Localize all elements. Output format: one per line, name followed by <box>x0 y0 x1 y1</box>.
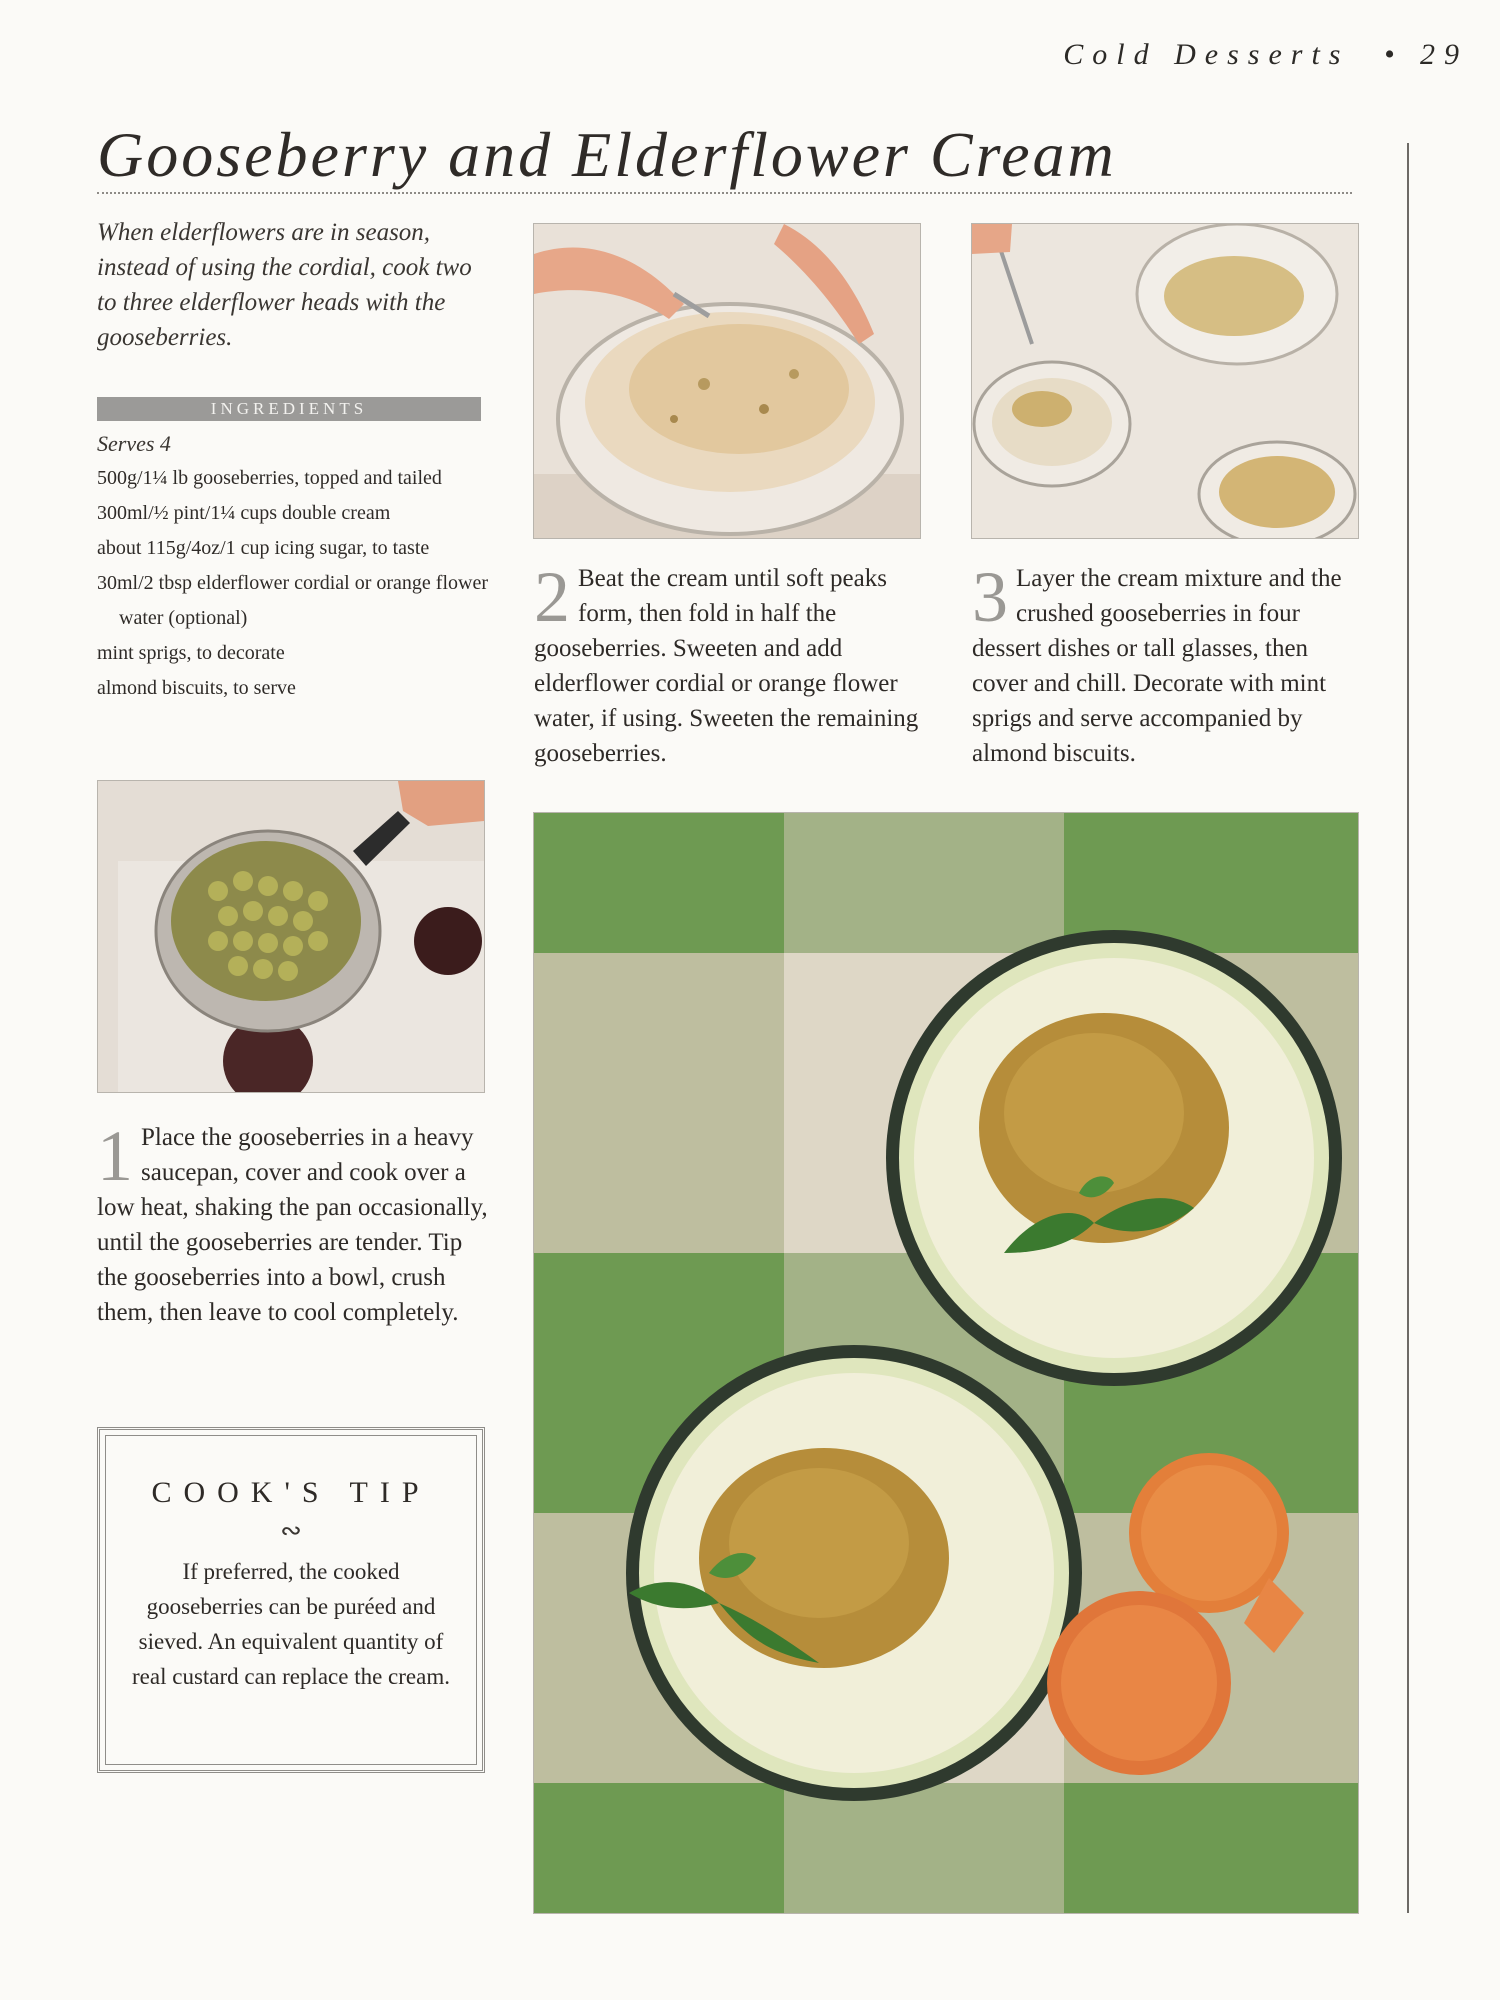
cooks-tip-box <box>97 1427 485 1773</box>
title-rule <box>97 192 1352 194</box>
ornament-icon: ∾ <box>280 1516 302 1546</box>
recipe-title: Gooseberry and Elderflower Cream <box>97 119 1117 190</box>
photo-saucepan-image <box>98 781 484 1092</box>
step-1 <box>97 1116 489 1330</box>
recipe-intro: When elderflowers are in season, instead of using the cordial, cook two to three elderflower heads with the gooseberries. <box>97 219 472 351</box>
page-margin-rule <box>1407 143 1409 1913</box>
photo-fold-cream-image <box>534 224 920 538</box>
photo-finished-dessert-image <box>534 813 1358 1913</box>
cooks-tip-title: COOK'S TIP <box>151 1476 431 1509</box>
step-number: 2 <box>534 557 570 637</box>
step-number: 3 <box>972 557 1008 637</box>
photo-fold-cream <box>533 223 921 539</box>
serves-label: Serves 4 <box>97 431 171 456</box>
step-text: Beat the cream until soft peaks form, then fold in half the gooseberries. Sweeten and add elderflower cordial or orange flower water, if using. Sweeten the remaining gooseberries. <box>534 565 919 767</box>
photo-layering <box>971 223 1359 539</box>
ingredient-item: almond biscuits, to serve <box>97 677 296 699</box>
ingredients-heading: INGREDIENTS <box>97 397 481 421</box>
step-text: Layer the cream mixture and the crushed gooseberries in four dessert dishes or tall glasses, then cover and chill. Decorate with mint sprigs and serve accompanied by almond biscuits. <box>972 565 1342 767</box>
section-name: Cold Desserts <box>1063 38 1350 71</box>
ingredient-item: about 115g/4oz/1 cup icing sugar, to taste <box>97 537 430 559</box>
page-number: • 29 <box>1383 38 1468 71</box>
ingredient-item: mint sprigs, to decorate <box>97 642 285 664</box>
ingredients-list <box>97 427 492 706</box>
ingredient-item: 300ml/½ pint/1¼ cups double cream <box>97 502 391 524</box>
photo-layering-image <box>972 224 1358 538</box>
ingredient-item: 30ml/2 tbsp elderflower cordial or orange flower water (optional) <box>97 572 488 629</box>
running-header <box>1063 38 1468 72</box>
step-text: Place the gooseberries in a heavy saucepan, cover and cook over a low heat, shaking the pan occasionally, until the gooseberries are tender. Tip the gooseberries into a bowl, crush them, then leave to cool completely. <box>97 1124 488 1326</box>
step-number: 1 <box>97 1116 133 1196</box>
cooks-tip-text: If preferred, the cooked gooseberries can be puréed and sieved. An equivalent quantity of real custard can replace the cream. <box>132 1559 450 1689</box>
ingredient-item: 500g/1¼ lb gooseberries, topped and tailed <box>97 467 442 489</box>
step-3 <box>972 557 1367 771</box>
cooks-tip-inner <box>105 1435 477 1765</box>
step-2 <box>534 557 929 771</box>
photo-saucepan <box>97 780 485 1093</box>
photo-finished-dessert <box>533 812 1359 1914</box>
